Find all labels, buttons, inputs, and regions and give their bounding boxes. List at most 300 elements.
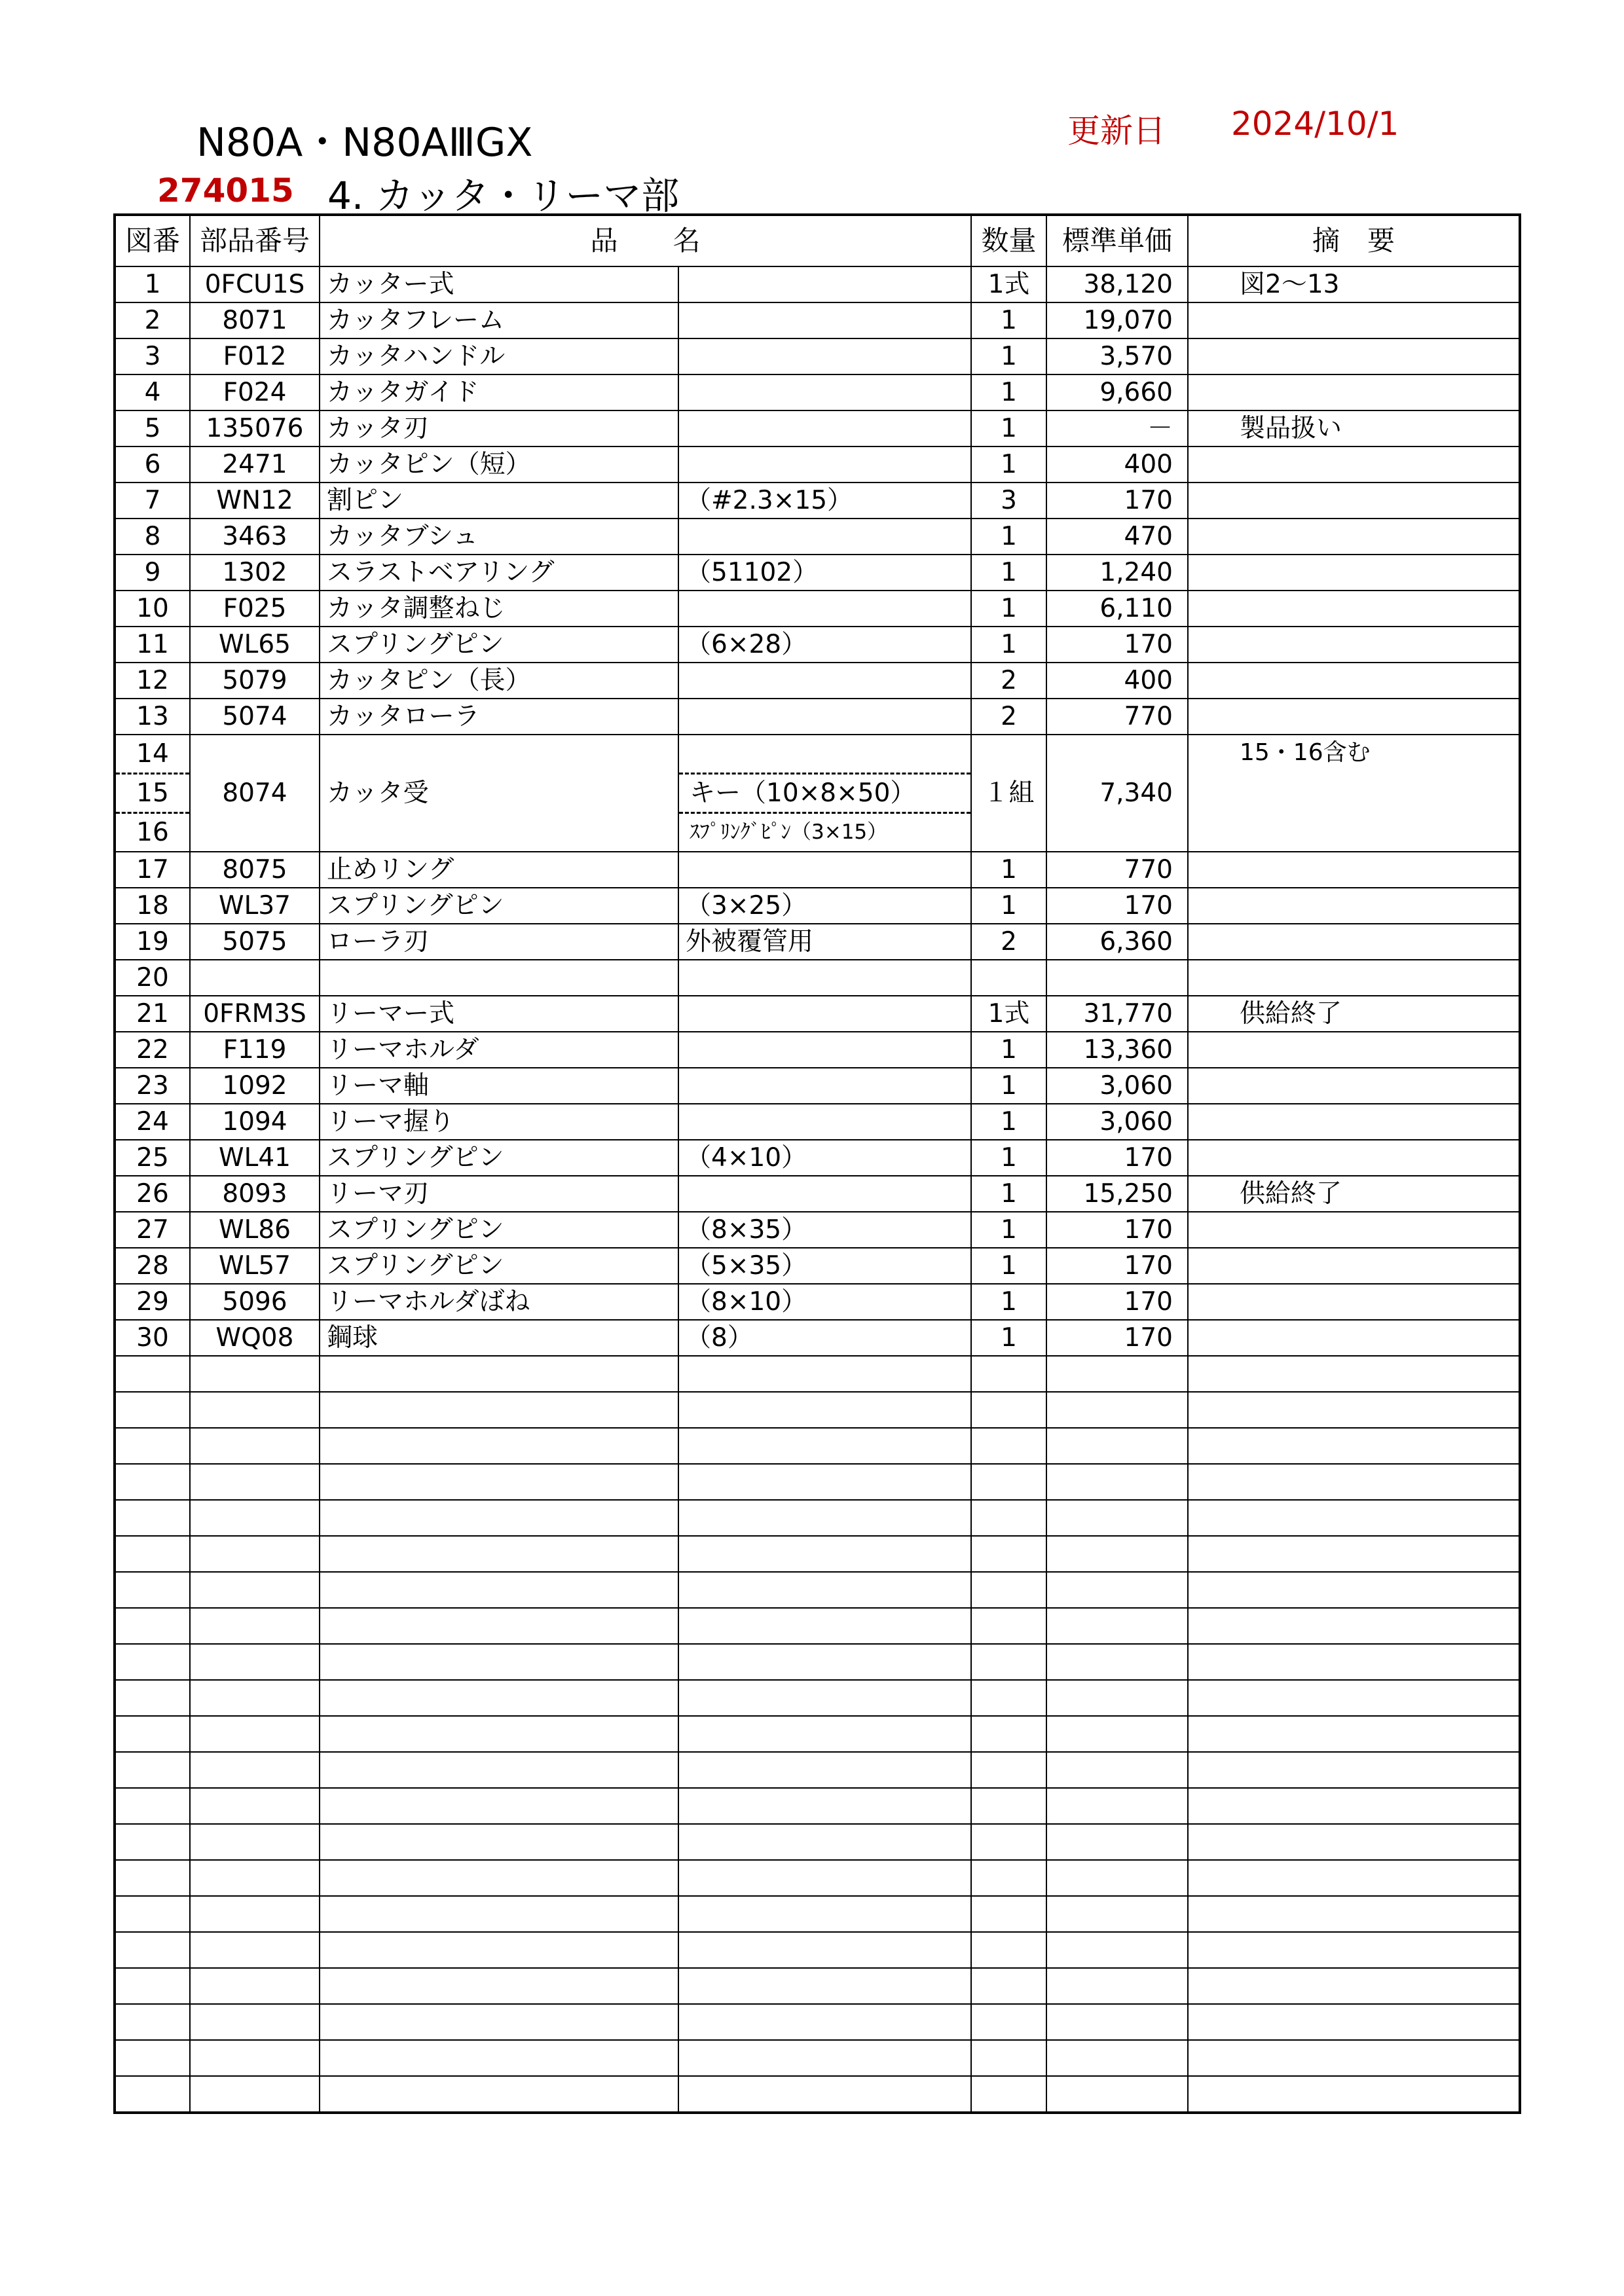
qty-cell: 3 [971,483,1046,519]
qty-cell: 1 [971,1212,1046,1248]
fig-no-cell: 3 [115,338,190,374]
qty-cell: 1式 [971,266,1046,302]
part-no-cell: 8075 [190,852,320,888]
empty-cell [678,1968,971,2004]
empty-cell [115,1752,190,1788]
part-spec-cell [678,519,971,555]
part-spec-cell [678,1104,971,1140]
col-name: 品 名 [320,215,971,266]
part-spec-cell [678,374,971,410]
part-name-cell: ローラ刃 [320,924,678,960]
empty-cell [678,1860,971,1896]
price-cell: 13,360 [1046,1032,1188,1068]
empty-cell [971,1428,1046,1464]
empty-cell [1188,1356,1520,1392]
empty-cell [678,1428,971,1464]
qty-cell: 1 [971,1284,1046,1320]
empty-cell [1188,1680,1520,1716]
part-spec-cell [678,699,971,735]
empty-cell [320,1752,678,1788]
qty-cell: 1 [971,591,1046,627]
price-cell: 170 [1046,1284,1188,1320]
fig-no-cell: 4 [115,374,190,410]
empty-cell [115,1608,190,1644]
empty-cell [115,1896,190,1932]
part-spec-cell: （8） [678,1320,971,1356]
price-cell: 170 [1046,1140,1188,1176]
empty-cell [1188,2076,1520,2113]
price-cell: 770 [1046,852,1188,888]
part-name-cell: 鋼球 [320,1320,678,1356]
fig-no-cell: 18 [115,888,190,924]
empty-cell [678,1392,971,1428]
table-row [115,338,1520,374]
part-name-cell: スプリングピン [320,888,678,924]
empty-row [115,1428,1520,1464]
fig-no-cell: 21 [115,996,190,1032]
fig-no-cell: 23 [115,1068,190,1104]
empty-cell [678,1716,971,1752]
empty-cell [1046,1608,1188,1644]
empty-cell [678,1536,971,1572]
part-no-cell: F025 [190,591,320,627]
part-no-cell [190,960,320,996]
empty-cell [1046,1716,1188,1752]
table-row [115,852,1520,888]
empty-cell [678,1788,971,1824]
part-spec-group-cell [678,735,971,852]
price-cell: 19,070 [1046,302,1188,338]
remarks-cell: 15・16含む [1188,735,1520,852]
empty-cell [1188,1500,1520,1536]
part-no-cell: 5075 [190,924,320,960]
qty-cell: 1 [971,1248,1046,1284]
empty-cell [190,1968,320,2004]
part-name-cell: スラストベアリング [320,555,678,591]
table-row [115,1140,1520,1176]
empty-cell [115,1968,190,2004]
remarks-cell [1188,1284,1520,1320]
empty-cell [1188,1968,1520,2004]
price-cell: 3,060 [1046,1068,1188,1104]
table-row [115,591,1520,627]
fig-no-cell: 17 [115,852,190,888]
empty-cell [1188,1932,1520,1968]
empty-cell [1188,1788,1520,1824]
remarks-cell [1188,663,1520,699]
empty-cell [1046,1392,1188,1428]
remarks-cell [1188,924,1520,960]
part-no-cell: F119 [190,1032,320,1068]
part-spec-sub [679,735,970,773]
part-name-cell: リーマ軸 [320,1068,678,1104]
part-name-cell [320,960,678,996]
part-name-cell: リーマ刃 [320,1176,678,1212]
table-row-group [115,735,1520,852]
part-spec-cell: （4×10） [678,1140,971,1176]
empty-cell [1046,2004,1188,2040]
empty-cell [678,1680,971,1716]
empty-cell [320,2040,678,2076]
empty-cell [115,1572,190,1608]
fig-no-cell: 19 [115,924,190,960]
remarks-cell [1188,1248,1520,1284]
price-cell: 6,110 [1046,591,1188,627]
empty-cell [190,1464,320,1500]
qty-cell: 1 [971,519,1046,555]
qty-cell: 1 [971,374,1046,410]
part-spec-cell [678,663,971,699]
table-row [115,1320,1520,1356]
price-cell: － [1046,410,1188,446]
empty-cell [971,1788,1046,1824]
empty-cell [320,1716,678,1752]
remarks-cell [1188,374,1520,410]
empty-cell [1188,1824,1520,1860]
table-row [115,1248,1520,1284]
part-no-cell: WQ08 [190,1320,320,1356]
empty-cell [115,2040,190,2076]
empty-cell [678,1464,971,1500]
part-no-cell: 8071 [190,302,320,338]
empty-cell [1188,1536,1520,1572]
qty-cell: 2 [971,699,1046,735]
empty-cell [320,1896,678,1932]
empty-cell [971,1752,1046,1788]
empty-cell [1046,1680,1188,1716]
empty-cell [1188,1572,1520,1608]
fig-no-sub: 14 [116,735,189,774]
part-name-cell: カッタガイド [320,374,678,410]
part-no-cell: 0FRM3S [190,996,320,1032]
fig-no-cell: 6 [115,446,190,483]
part-no-cell: F024 [190,374,320,410]
empty-cell [971,1608,1046,1644]
price-cell: 170 [1046,1320,1188,1356]
empty-cell [678,1752,971,1788]
empty-row [115,2040,1520,2076]
empty-cell [115,1536,190,1572]
part-name-cell: カッタ調整ねじ [320,591,678,627]
empty-row [115,1680,1520,1716]
empty-cell [320,1644,678,1680]
remarks-cell [1188,483,1520,519]
empty-cell [1046,1860,1188,1896]
part-spec-cell [678,410,971,446]
empty-cell [1188,1464,1520,1500]
fig-no-cell: 11 [115,627,190,663]
empty-cell [190,1788,320,1824]
empty-row [115,1788,1520,1824]
empty-cell [190,1860,320,1896]
empty-cell [320,1464,678,1500]
qty-cell [971,960,1046,996]
fig-no-cell: 25 [115,1140,190,1176]
qty-cell: 1式 [971,996,1046,1032]
empty-row [115,1932,1520,1968]
empty-cell [320,1860,678,1896]
empty-cell [115,1644,190,1680]
empty-cell [971,1356,1046,1392]
price-cell: 1,240 [1046,555,1188,591]
empty-cell [320,1968,678,2004]
empty-cell [320,1356,678,1392]
price-cell: 9,660 [1046,374,1188,410]
table-row [115,1176,1520,1212]
empty-cell [971,2076,1046,2113]
empty-row [115,1536,1520,1572]
fig-no-sub: 15 [116,774,189,814]
empty-cell [1046,2040,1188,2076]
part-spec-sub: ｽﾌﾟﾘﾝｸﾞﾋﾟﾝ（3×15） [690,820,888,844]
part-name-cell: カッタピン（長） [320,663,678,699]
empty-cell [320,1608,678,1644]
empty-cell [1188,1644,1520,1680]
part-name-cell: リーマ握り [320,1104,678,1140]
part-no-cell: 3463 [190,519,320,555]
remarks-cell: 製品扱い [1188,410,1520,446]
empty-cell [678,2004,971,2040]
empty-cell [190,1356,320,1392]
header-row [115,215,1520,266]
empty-cell [971,1896,1046,1932]
empty-cell [320,1824,678,1860]
empty-cell [190,1428,320,1464]
price-cell: 15,250 [1046,1176,1188,1212]
part-name-cell: カッタピン（短） [320,446,678,483]
remarks-cell [1188,338,1520,374]
remarks-cell [1188,960,1520,996]
empty-cell [190,2040,320,2076]
empty-cell [320,1572,678,1608]
empty-cell [190,1752,320,1788]
table-row [115,663,1520,699]
empty-cell [115,1464,190,1500]
remarks-cell [1188,1104,1520,1140]
remarks-cell [1188,519,1520,555]
parts-table [113,213,1521,2114]
fig-no-cell: 7 [115,483,190,519]
empty-cell [320,1788,678,1824]
part-name-cell: リーマホルダ [320,1032,678,1068]
fig-no-cell: 22 [115,1032,190,1068]
remarks-cell [1188,888,1520,924]
updated-date: 2024/10/1 [1231,105,1399,143]
part-no-cell: WL41 [190,1140,320,1176]
empty-cell [115,1500,190,1536]
table-row [115,924,1520,960]
empty-cell [190,1716,320,1752]
empty-cell [971,1932,1046,1968]
part-name-cell: スプリングピン [320,1212,678,1248]
part-no-cell: WL65 [190,627,320,663]
empty-row [115,2076,1520,2113]
part-spec-cell [678,266,971,302]
empty-cell [1188,1608,1520,1644]
empty-cell [190,1392,320,1428]
part-spec-cell [678,1068,971,1104]
price-cell: 3,570 [1046,338,1188,374]
table-row [115,302,1520,338]
empty-cell [1046,1824,1188,1860]
empty-row [115,1608,1520,1644]
fig-no-cell: 20 [115,960,190,996]
empty-row [115,1356,1520,1392]
table-row [115,1032,1520,1068]
table-row [115,1284,1520,1320]
part-no-cell: WL86 [190,1212,320,1248]
empty-cell [1046,1428,1188,1464]
empty-cell [971,1644,1046,1680]
empty-cell [971,2004,1046,2040]
empty-cell [320,1536,678,1572]
table-row [115,410,1520,446]
remarks-cell [1188,446,1520,483]
fig-no-cell: 27 [115,1212,190,1248]
price-cell: 7,340 [1046,735,1188,852]
empty-cell [190,2076,320,2113]
empty-cell [1188,1392,1520,1428]
part-name-cell: カッタブシュ [320,519,678,555]
fig-no-cell: 1 [115,266,190,302]
part-spec-cell: （#2.3×15） [678,483,971,519]
col-remarks: 摘 要 [1188,215,1520,266]
empty-cell [115,1932,190,1968]
empty-cell [971,1392,1046,1428]
empty-cell [1046,1788,1188,1824]
price-cell: 170 [1046,627,1188,663]
empty-cell [190,1572,320,1608]
part-spec-cell: （8×10） [678,1284,971,1320]
qty-cell: 1 [971,627,1046,663]
qty-cell: 1 [971,1176,1046,1212]
empty-row [115,2004,1520,2040]
empty-cell [1046,1752,1188,1788]
part-name-cell: カッタ刃 [320,410,678,446]
part-name-cell: カッター式 [320,266,678,302]
fig-no-cell: 26 [115,1176,190,1212]
price-cell: 470 [1046,519,1188,555]
part-spec-cell [678,446,971,483]
qty-cell: 1 [971,1032,1046,1068]
part-spec-cell: （5×35） [678,1248,971,1284]
table-row [115,1212,1520,1248]
empty-cell [1046,1644,1188,1680]
part-no-cell: 1092 [190,1068,320,1104]
fig-no-sub: 16 [136,818,169,847]
table-row [115,627,1520,663]
price-cell: 6,360 [1046,924,1188,960]
part-no-cell: 5096 [190,1284,320,1320]
empty-cell [190,1932,320,1968]
empty-cell [320,1500,678,1536]
section-title: 4. カッタ・リーマ部 [327,173,680,218]
table-row [115,1104,1520,1140]
fig-no-cell: 10 [115,591,190,627]
fig-no-cell: 12 [115,663,190,699]
remarks-cell: 供給終了 [1188,996,1520,1032]
part-no-cell: WL37 [190,888,320,924]
fig-no-cell: 28 [115,1248,190,1284]
remarks-cell [1188,1140,1520,1176]
empty-cell [1188,1752,1520,1788]
empty-row [115,1860,1520,1896]
empty-cell [320,1680,678,1716]
fig-no-cell: 5 [115,410,190,446]
empty-cell [1188,2040,1520,2076]
price-cell [1046,960,1188,996]
remarks-cell [1188,699,1520,735]
part-spec-cell [678,852,971,888]
empty-cell [971,1716,1046,1752]
part-spec-cell [678,960,971,996]
empty-cell [115,1392,190,1428]
part-spec-cell: （3×25） [678,888,971,924]
qty-cell: 1 [971,1104,1046,1140]
qty-cell: 1 [971,410,1046,446]
fig-no-cell: 2 [115,302,190,338]
table-row [115,1068,1520,1104]
part-no-cell: 2471 [190,446,320,483]
empty-cell [678,1608,971,1644]
empty-cell [115,1860,190,1896]
part-spec-cell [678,1176,971,1212]
empty-cell [678,2076,971,2113]
price-cell: 170 [1046,1248,1188,1284]
empty-cell [190,1644,320,1680]
price-cell: 31,770 [1046,996,1188,1032]
table-row [115,960,1520,996]
qty-cell: 1 [971,888,1046,924]
part-no-cell: 1302 [190,555,320,591]
remarks-cell [1188,555,1520,591]
empty-cell [971,1824,1046,1860]
empty-cell [971,1464,1046,1500]
price-cell: 170 [1046,888,1188,924]
fig-no-cell: 13 [115,699,190,735]
empty-cell [1188,1428,1520,1464]
price-cell: 400 [1046,446,1188,483]
fig-no-cell: 24 [115,1104,190,1140]
empty-cell [1046,1932,1188,1968]
remarks-cell: 供給終了 [1188,1176,1520,1212]
empty-cell [1046,1536,1188,1572]
empty-cell [1046,1572,1188,1608]
remarks-cell [1188,302,1520,338]
empty-row [115,1752,1520,1788]
table-row [115,888,1520,924]
part-no-cell: 0FCU1S [190,266,320,302]
remarks-cell [1188,1320,1520,1356]
empty-cell [190,1536,320,1572]
qty-cell: 1 [971,1320,1046,1356]
part-name-cell: カッタローラ [320,699,678,735]
part-spec-sub: キー（10×8×50） [679,773,970,814]
part-no-cell: 1094 [190,1104,320,1140]
part-name-cell: カッタハンドル [320,338,678,374]
empty-cell [320,2076,678,2113]
empty-row [115,1968,1520,2004]
empty-cell [1046,1464,1188,1500]
part-no-cell: WL57 [190,1248,320,1284]
part-no-cell: WN12 [190,483,320,519]
empty-row [115,1644,1520,1680]
part-spec-cell [678,591,971,627]
empty-cell [678,1356,971,1392]
empty-cell [190,1608,320,1644]
empty-cell [115,1680,190,1716]
table-row [115,699,1520,735]
